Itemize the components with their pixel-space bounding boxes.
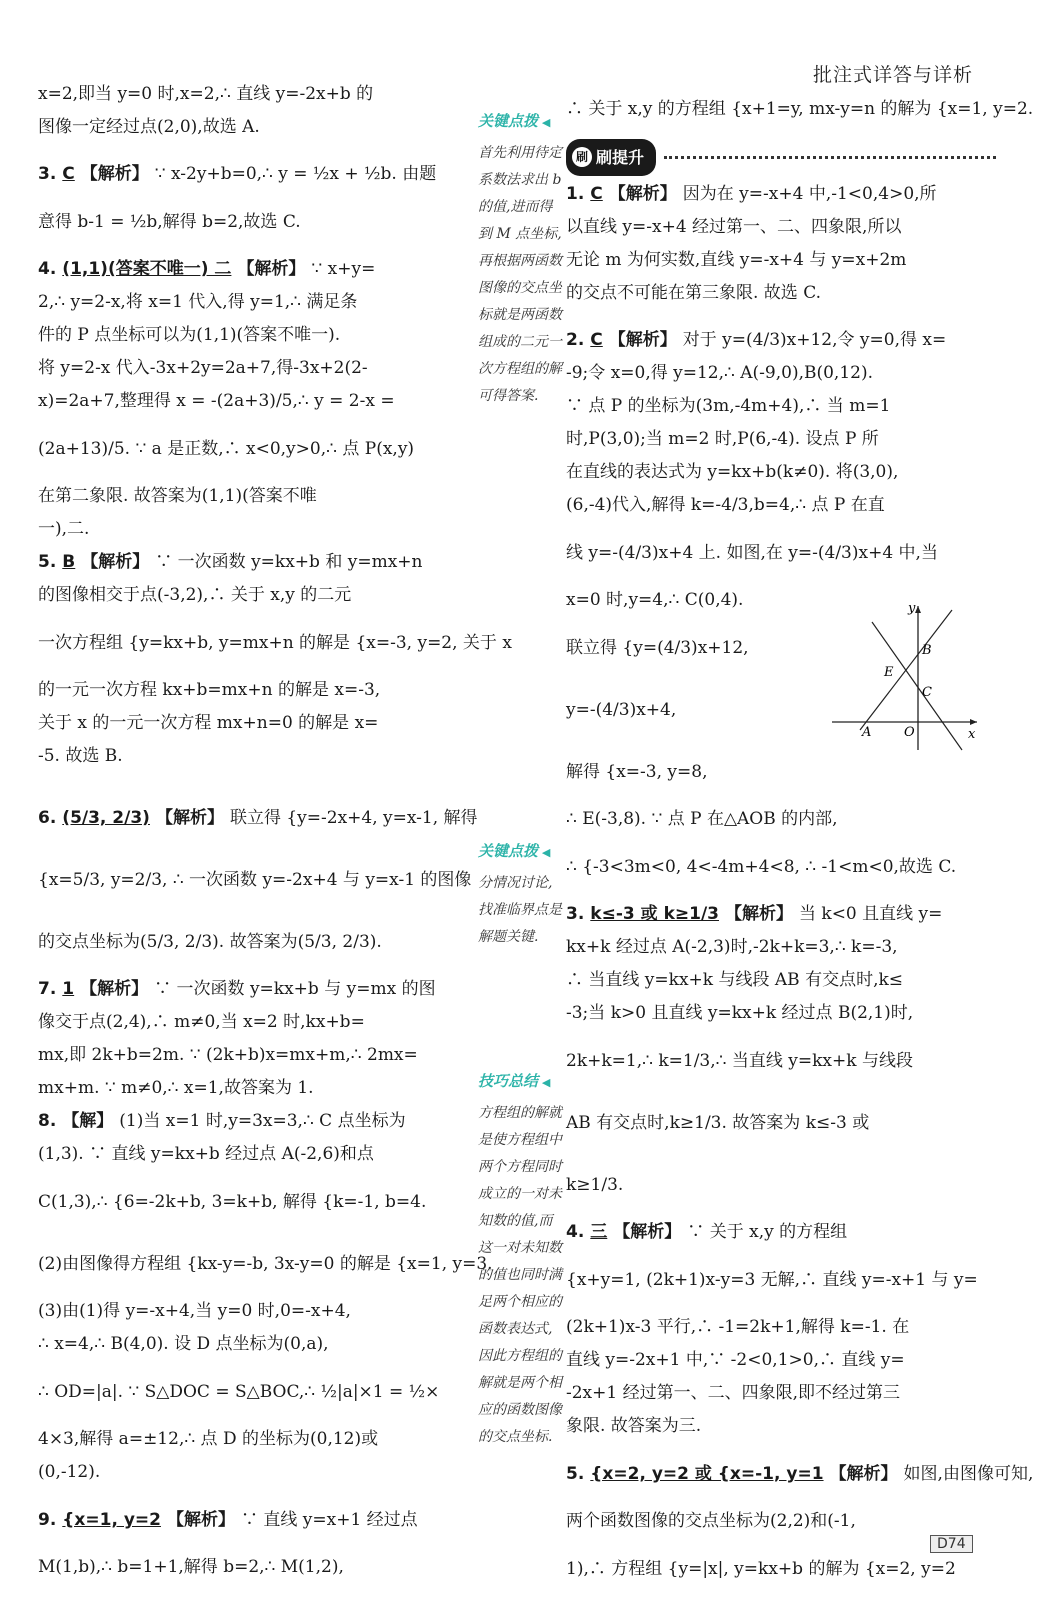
text-line xyxy=(38,579,458,612)
text-line xyxy=(566,390,996,423)
spacer xyxy=(38,144,458,158)
text-line xyxy=(566,1377,996,1410)
line-text: 件的 P 点坐标可以为(1,1)(答案不唯一). xyxy=(38,325,341,345)
line-text: ∵ 点 P 的坐标为(3m,-4m+4),∴ 当 m=1 xyxy=(566,396,891,416)
answer: C xyxy=(62,164,75,184)
line-text: 将 y=2-x 代入-3x+2y=2a+7,得-3x+2(2- xyxy=(38,358,368,378)
analysis-tag: 【解析】 xyxy=(608,184,677,204)
question-number: 5. xyxy=(38,552,57,572)
text-line xyxy=(38,480,458,513)
side-note-line: 足两个相应的 xyxy=(478,1294,562,1310)
text-line xyxy=(38,1295,458,1328)
line-text: x=2,即当 y=0 时,x=2,∴ 直线 y=-2x+b 的 xyxy=(38,84,374,104)
label-e: E xyxy=(884,665,894,680)
text-line xyxy=(566,423,996,456)
section-label: 刷提升 xyxy=(596,147,645,167)
text-line xyxy=(38,1072,458,1105)
answer: B xyxy=(62,552,76,572)
analysis-tag: 【解析】 xyxy=(613,1222,682,1242)
line-text: k≥1/3. xyxy=(566,1175,624,1195)
line-text: (3)由(1)得 y=-x+4,当 y=0 时,0=-x+4, xyxy=(38,1301,351,1321)
line-text: mx+m. ∵ m≠0,∴ x=1,故答案为 1. xyxy=(38,1078,314,1098)
text-line xyxy=(38,911,458,973)
page-number: D74 xyxy=(930,1535,973,1553)
answer: {x=1, y=2 xyxy=(62,1510,161,1530)
line-text: 直线 y=-2x+1 中,∵ -2<0,1>0,∴ 直线 y= xyxy=(566,1350,905,1370)
text-line xyxy=(566,357,996,390)
brush-icon: 刷 xyxy=(572,147,592,167)
line-text: 解得 {x=-3, y=8, xyxy=(566,762,708,782)
answer: C xyxy=(590,330,603,350)
line-text: ∴ 当直线 y=kx+k 与线段 AB 有交点时,k≤ xyxy=(566,970,904,990)
label-o: O xyxy=(904,725,915,740)
question-number: 6. xyxy=(38,808,57,828)
section-divider xyxy=(664,156,996,159)
text-line xyxy=(38,418,458,480)
line-text: ∵ x-2y+b=0,∴ y = ½x + ½b. 由题 xyxy=(154,164,437,184)
answer: (5/3, 2/3) xyxy=(62,808,150,828)
text-line xyxy=(38,849,472,911)
label-b: B xyxy=(922,643,932,658)
triangle-icon: ◀ xyxy=(538,846,551,859)
line-text: 图像一定经过点(2,0),故选 A. xyxy=(38,117,260,137)
side-note-line: 组成的二元一 xyxy=(478,334,562,350)
text-line xyxy=(566,211,996,244)
triangle-icon: ◀ xyxy=(538,1076,551,1089)
coordinate-graph xyxy=(832,600,982,750)
line-text: ∵ 关于 x,y 的方程组 xyxy=(687,1222,848,1242)
side-note-heading xyxy=(478,110,562,134)
analysis-tag: 【解析】 xyxy=(155,808,224,828)
line-text: (2a+13)/5. ∵ a 是正数,∴ x<0,y>0,∴ 点 P(x,y) xyxy=(38,439,415,459)
analysis-tag: 【解析】 xyxy=(724,904,793,924)
text-line xyxy=(38,1171,458,1233)
text-line xyxy=(566,1216,996,1249)
analysis-tag: 【解析】 xyxy=(829,1464,898,1484)
x-axis-arrow xyxy=(970,719,977,725)
line-text: y=-(4/3)x+4, xyxy=(566,700,677,720)
line-text: ∵ 一次函数 y=kx+b 与 y=mx 的图 xyxy=(154,979,436,999)
side-note-line: 的值也同时满 xyxy=(478,1267,562,1283)
analysis-tag: 【解】 xyxy=(62,1111,114,1131)
text-line xyxy=(38,1039,458,1072)
right-column xyxy=(566,78,1034,1600)
side-note xyxy=(478,110,562,410)
line-text: ∵ 一次函数 y=kx+b 和 y=mx+n xyxy=(155,552,423,572)
text-line xyxy=(566,1249,996,1311)
line-text: x)=2a+7,整理得 x = -(2a+3)/5,∴ y = 2-x = xyxy=(38,391,395,411)
side-note-line: 两个方程同时 xyxy=(478,1159,562,1175)
line-text: C(1,3),∴ {6=-2k+b, 3=k+b, 解得 {k=-1, b=4. xyxy=(38,1192,427,1212)
line-text: (2)由图像得方程组 {kx-y=-b, 3x-y=0 的解是 {x=1, y=3. xyxy=(38,1254,493,1274)
text-line xyxy=(38,1138,458,1171)
y-axis-arrow xyxy=(915,606,921,613)
text-line xyxy=(566,456,996,489)
text-line xyxy=(38,973,458,1006)
section-header xyxy=(566,140,996,174)
line-text: -5. 故选 B. xyxy=(38,746,123,766)
side-note-line: 标就是两函数 xyxy=(478,307,562,323)
line-text: 如图,由图像可知, xyxy=(903,1464,1034,1484)
line-text: 联立得 {y=-2x+4, y=x-1, 解得 xyxy=(229,808,478,828)
line-text: 2k+k=1,∴ k=1/3,∴ 当直线 y=kx+k 与线段 xyxy=(566,1051,913,1071)
side-note xyxy=(478,1070,562,1451)
text-line xyxy=(38,707,458,740)
side-note-line: 解题关键. xyxy=(478,929,539,945)
answer: {x=2, y=2 或 {x=-1, y=1 xyxy=(590,1464,824,1484)
spacer xyxy=(566,310,996,324)
analysis-tag: 【解析】 xyxy=(608,330,677,350)
line-text: ∴ x=4,∴ B(4,0). 设 D 点坐标为(0,a), xyxy=(38,1334,329,1354)
answer: (1,1)(答案不唯一) 二 xyxy=(62,259,232,279)
label-x: x xyxy=(968,727,976,742)
text-line xyxy=(566,898,996,931)
text-line xyxy=(566,1311,996,1344)
analysis-tag: 【解析】 xyxy=(166,1510,235,1530)
text-line xyxy=(566,1344,996,1377)
answer: 三 xyxy=(590,1222,608,1242)
text-line xyxy=(566,931,996,964)
side-note-line: 这一对未知数 xyxy=(478,1240,562,1256)
line-text: kx+k 经过点 A(-2,3)时,-2k+k=3,∴ k=-3, xyxy=(566,937,898,957)
line-pc xyxy=(872,622,962,750)
line-text: 联立得 {y=(4/3)x+12, xyxy=(566,638,749,658)
text-line xyxy=(38,78,458,111)
side-note xyxy=(478,840,562,951)
line-text: (6,-4)代入,解得 k=-4/3,b=4,∴ 点 P 在直 xyxy=(566,495,885,515)
line-text: -3;当 k>0 且直线 y=kx+k 经过点 B(2,1)时, xyxy=(566,1003,914,1023)
text-line xyxy=(566,78,1034,140)
line-text: 1),∴ 方程组 {y=|x|, y=kx+b 的解为 {x=2, y=2 xyxy=(566,1559,956,1579)
text-line xyxy=(566,1092,996,1154)
text-line xyxy=(566,1443,1034,1505)
side-note-line: 次方程组的解 xyxy=(478,361,562,377)
question-number: 7. xyxy=(38,979,57,999)
side-note-line: 首先利用待定 xyxy=(478,145,562,161)
text-line xyxy=(566,836,996,898)
text-line xyxy=(38,1105,458,1138)
side-note-line: 再根据两函数 xyxy=(478,253,562,269)
line-text: 当 k<0 且直线 y= xyxy=(798,904,943,924)
label-y: y xyxy=(908,601,916,616)
side-note-line: 的交点坐标. xyxy=(478,1429,553,1445)
line-text: 对于 y=(4/3)x+12,令 y=0,得 x= xyxy=(682,330,947,350)
question-number: 4. xyxy=(38,259,57,279)
line-text: AB 有交点时,k≥1/3. 故答案为 k≤-3 或 xyxy=(566,1113,870,1133)
line-text: ∴ OD=|a|. ∵ S△DOC = S△BOC,∴ ½|a|×1 = ½× xyxy=(38,1382,440,1402)
line-text: 像交于点(2,4),∴ m≠0,当 x=2 时,kx+b= xyxy=(38,1012,365,1032)
line-text: 的交点坐标为(5/3, 2/3). 故答案为(5/3, 2/3). xyxy=(38,932,382,952)
spacer xyxy=(38,773,458,787)
line-text: (1)当 x=1 时,y=3x=3,∴ C 点坐标为 xyxy=(119,1111,406,1131)
question-number: 9. xyxy=(38,1510,57,1530)
line-text: 一次方程组 {y=kx+b, y=mx+n 的解是 {x=-3, y=2, 关于 x xyxy=(38,633,512,653)
text-line xyxy=(38,787,478,849)
line-text: 以直线 y=-x+4 经过第一、二、四象限,所以 xyxy=(566,217,902,237)
side-note-line: 分情况讨论, xyxy=(478,875,553,891)
line-text: ∴ {-3<3m<0, 4<-4m+4<8, ∴ -1<m<0,故选 C. xyxy=(566,857,957,877)
section-badge xyxy=(566,139,656,176)
answer: C xyxy=(590,184,603,204)
line-text: 线 y=-(4/3)x+4 上. 如图,在 y=-(4/3)x+4 中,当 xyxy=(566,543,938,563)
question-number: 5. xyxy=(566,1464,585,1484)
text-line xyxy=(38,1551,458,1584)
side-note-line: 函数表达式, xyxy=(478,1321,553,1337)
side-note-line: 成立的一对未 xyxy=(478,1186,562,1202)
line-text: 4×3,解得 a=±12,∴ 点 D 的坐标为(0,12)或 xyxy=(38,1429,379,1449)
question-number: 3. xyxy=(566,904,585,924)
text-line xyxy=(566,277,996,310)
question-number: 1. xyxy=(566,184,585,204)
analysis-tag: 【解析】 xyxy=(80,164,149,184)
text-line xyxy=(38,286,458,319)
text-line xyxy=(38,191,458,253)
label-c: C xyxy=(922,685,932,700)
text-line xyxy=(566,178,996,211)
line-text: 的图像相交于点(-3,2),∴ 关于 x,y 的二元 xyxy=(38,585,352,605)
line-text: mx,即 2k+b=2m. ∵ (2k+b)x=mx+m,∴ 2mx= xyxy=(38,1045,418,1065)
answer: 1 xyxy=(62,979,75,999)
side-note-heading xyxy=(478,1070,562,1094)
text-line xyxy=(566,741,996,803)
right-body xyxy=(566,178,1034,1600)
line-text: 关于 x 的一元一次方程 mx+n=0 的解是 x= xyxy=(38,713,379,733)
line-text: 一),二. xyxy=(38,519,90,539)
label-a: A xyxy=(862,725,872,740)
text-line xyxy=(38,352,458,385)
line-text: M(1,b),∴ b=1+1,解得 b=2,∴ M(1,2), xyxy=(38,1557,344,1577)
line-text: 的交点不可能在第三象限. 故选 C. xyxy=(566,283,822,303)
text-line xyxy=(38,1361,458,1423)
triangle-icon: ◀ xyxy=(538,116,551,129)
text-line xyxy=(38,1006,458,1039)
text-line xyxy=(38,546,458,579)
text-line xyxy=(566,803,996,836)
line-text: 时,P(3,0);当 m=2 时,P(6,-4). 设点 P 所 xyxy=(566,429,879,449)
text-line xyxy=(566,324,996,357)
line-text: 无论 m 为何实数,直线 y=-x+4 与 y=x+2m xyxy=(566,250,907,270)
text-line xyxy=(38,158,458,191)
side-note-title: 关键点拨 xyxy=(478,112,539,130)
analysis-tag: 【解析】 xyxy=(237,259,306,279)
line-text: 因为在 y=-x+4 中,-1<0,4>0,所 xyxy=(682,184,937,204)
side-note-line: 应的函数图像 xyxy=(478,1402,562,1418)
text-line xyxy=(566,1505,996,1538)
analysis-tag: 【解析】 xyxy=(81,552,150,572)
text-line xyxy=(38,385,458,418)
side-note-line: 解就是两个相 xyxy=(478,1375,562,1391)
text-line xyxy=(38,319,458,352)
line-text: ∴ E(-3,8). ∵ 点 P 在△AOB 的内部, xyxy=(566,809,838,829)
side-note-line: 因此方程组的 xyxy=(478,1348,562,1364)
line-text: {x=5/3, y=2/3, ∴ 一次函数 y=-2x+4 与 y=x-1 的图像 xyxy=(38,870,472,890)
text-line xyxy=(38,740,458,773)
side-note-line: 的值,进而得 xyxy=(478,199,553,215)
right-top-block xyxy=(566,78,1034,140)
side-note-heading xyxy=(478,840,562,864)
line-text: 的一元一次方程 kx+b=mx+n 的解是 x=-3, xyxy=(38,680,381,700)
line-text: (1,3). ∵ 直线 y=kx+b 经过点 A(-2,6)和点 xyxy=(38,1144,374,1164)
text-line xyxy=(38,253,458,286)
text-line xyxy=(38,1328,458,1361)
question-number: 4. xyxy=(566,1222,585,1242)
line-text: ∴ 关于 x,y 的方程组 {x+1=y, mx-y=n 的解为 {x=1, y=2. xyxy=(566,99,1034,119)
text-line xyxy=(38,674,458,707)
side-note-line: 到 M 点坐标, xyxy=(478,226,562,242)
text-line xyxy=(566,522,996,584)
side-note-line: 知数的值,而 xyxy=(478,1213,553,1229)
text-line xyxy=(566,1410,996,1443)
line-text: {x+y=1, (2k+1)x-y=3 无解,∴ 直线 y=-x+1 与 y= xyxy=(566,1270,978,1290)
line-text: 意得 b-1 = ½b,解得 b=2,故选 C. xyxy=(38,212,301,232)
line-text: 2,∴ y=2-x,将 x=1 代入,得 y=1,∴ 满足条 xyxy=(38,292,358,312)
line-text: 在直线的表达式为 y=kx+b(k≠0). 将(3,0), xyxy=(566,462,899,482)
line-text: 两个函数图像的交点坐标为(2,2)和(-1, xyxy=(566,1511,856,1531)
text-line xyxy=(38,1489,458,1551)
side-note-title: 技巧总结 xyxy=(478,1072,539,1090)
text-line xyxy=(38,513,458,546)
text-line xyxy=(38,612,512,674)
question-number: 2. xyxy=(566,330,585,350)
text-line xyxy=(38,1423,458,1456)
line-text: x=0 时,y=4,∴ C(0,4). xyxy=(566,590,744,610)
line-text: -2x+1 经过第一、二、四象限,即不经过第三 xyxy=(566,1383,901,1403)
side-note-line: 系数法求出 b xyxy=(478,172,562,188)
text-line xyxy=(566,244,996,277)
side-note-line: 找准临界点是 xyxy=(478,902,562,918)
text-line xyxy=(38,111,458,144)
header-title: 批注式详答与详析 xyxy=(812,64,973,86)
question-number: 8. xyxy=(38,1111,57,1131)
line-text: (0,-12). xyxy=(38,1462,101,1482)
side-note-line: 是使方程组中 xyxy=(478,1132,562,1148)
answer: k≤-3 或 k≥1/3 xyxy=(590,904,719,924)
line-text: 在第二象限. 故答案为(1,1)(答案不唯 xyxy=(38,486,317,506)
side-note-line: 可得答案. xyxy=(478,388,539,404)
line-text: (2k+1)x-3 平行,∴ -1=2k+1,解得 k=-1. 在 xyxy=(566,1317,910,1337)
text-line xyxy=(566,489,996,522)
side-note-title: 关键点拨 xyxy=(478,842,539,860)
line-text: 象限. 故答案为三. xyxy=(566,1416,702,1436)
text-line xyxy=(566,1030,996,1092)
text-line xyxy=(38,1456,458,1489)
line-text: -9;令 x=0,得 y=12,∴ A(-9,0),B(0,12). xyxy=(566,363,873,383)
text-line xyxy=(566,997,996,1030)
text-line xyxy=(566,964,996,997)
line-text: ∵ 直线 y=x+1 经过点 xyxy=(240,1510,418,1530)
question-number: 3. xyxy=(38,164,57,184)
side-note-line: 方程组的解就 xyxy=(478,1105,562,1121)
analysis-tag: 【解析】 xyxy=(80,979,149,999)
text-line xyxy=(38,1233,493,1295)
side-note-line: 图像的交点坐 xyxy=(478,280,562,296)
line-text: ∵ x+y= xyxy=(311,259,376,279)
text-line xyxy=(566,1154,996,1216)
